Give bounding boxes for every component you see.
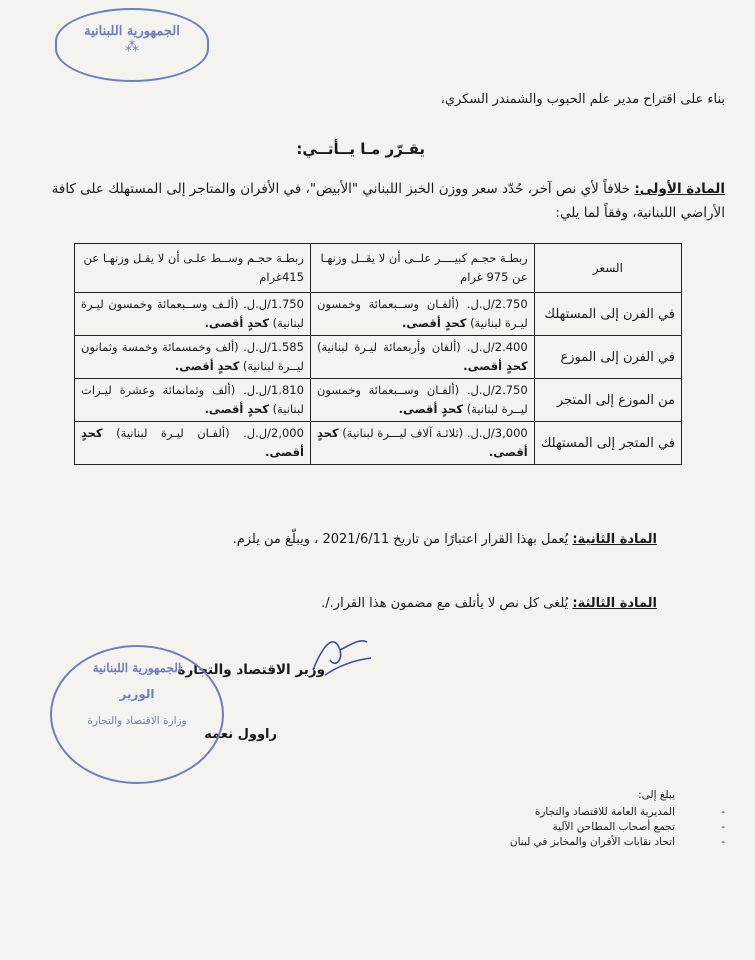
row-label: من الموزع إلى المتجر bbox=[534, 379, 681, 422]
bullet-icon: - bbox=[721, 821, 725, 833]
max-label: كحدٍ أقصى. bbox=[204, 316, 269, 330]
max-label: كحدٍ أقصى. bbox=[174, 359, 240, 373]
large-price-cell bbox=[310, 379, 534, 422]
minister-title: وزير الاقتصاد والتجارة bbox=[177, 662, 325, 678]
medium-price: 2,000/ل.ل. (ألفـان ليـرة لبنانية) bbox=[116, 426, 304, 440]
list-item-text: تجمع أصحاب المطاحن الآلية bbox=[552, 821, 675, 833]
bullet-icon: - bbox=[721, 806, 725, 818]
intro-line: بناء على اقتراح مدير علم الحبوب والشمندر السكري، bbox=[440, 92, 725, 107]
table-header-medium: ربطـة حجـم وســط علـى أن لا يقـل وزنهـا عن 415غرام bbox=[75, 244, 311, 293]
ministry-seal-top: الجمهورية اللبنانية bbox=[92, 661, 182, 675]
max-label: كحدٍ أقصى. bbox=[398, 402, 464, 416]
minister-name: راوول نعمه bbox=[204, 727, 277, 742]
article-2 bbox=[233, 532, 657, 547]
decision-heading: يقـرّر مـا يــأتــي: bbox=[296, 140, 425, 158]
table-row bbox=[75, 379, 682, 422]
large-price-cell bbox=[310, 422, 534, 465]
article-3-text: يُلغى كل نص لا يأتلف مع مضمون هذا القرار./. bbox=[321, 596, 569, 611]
price-table bbox=[74, 243, 682, 465]
list-item bbox=[510, 805, 725, 820]
bullet-icon: - bbox=[721, 836, 725, 848]
list-item bbox=[510, 820, 725, 835]
list-item-text: المديرية العامة للاقتصاد والتجارة bbox=[534, 806, 675, 818]
max-label: كحدٍ أقصى. bbox=[463, 359, 528, 373]
distribution-list bbox=[509, 788, 725, 850]
list-item-text: اتحاد نقابات الأفران والمخابز في لبنان bbox=[509, 836, 675, 848]
large-price-cell bbox=[310, 293, 534, 336]
ministry-seal bbox=[50, 645, 224, 784]
article-2-label: المادة الثانية: bbox=[572, 532, 657, 547]
seal-top-text: الجمهورية اللبنانية bbox=[84, 24, 180, 39]
article-1-label: المادة الأولى: bbox=[634, 181, 725, 197]
row-label: في الفرن إلى المستهلك bbox=[534, 293, 681, 336]
max-label: كحدٍ أقصى. bbox=[401, 316, 467, 330]
table-row bbox=[75, 293, 682, 336]
medium-price-cell bbox=[75, 336, 311, 379]
large-price: 2.400/ل.ل. (ألفان وأربعمائة ليـرة لبنانية) bbox=[316, 340, 528, 354]
ministry-seal-middle: الوزير bbox=[119, 687, 155, 701]
table-header-row bbox=[75, 244, 682, 293]
large-price-cell bbox=[310, 336, 534, 379]
distribution-heading: يبلغ إلى: bbox=[638, 789, 675, 801]
medium-price-cell bbox=[75, 379, 311, 422]
medium-price-cell bbox=[75, 293, 311, 336]
table-header-price: السعر bbox=[534, 244, 681, 293]
article-1-text: خلافاً لأي نص آخر، حُدّد سعر ووزن الخبز اللبناني "الأبيض"، في الأفران والمتاجر إلى المستهلك على كافة الأراضي اللبنانية، وفقاً لما يلي: bbox=[51, 181, 725, 221]
article-1 bbox=[48, 177, 725, 225]
table-row bbox=[75, 336, 682, 379]
table-row bbox=[75, 422, 682, 465]
large-price: 3,000/ل.ل. (ثلاثـة آلاف ليـــرة لبنانية) bbox=[342, 426, 528, 440]
max-label: كحدٍ أقصى. bbox=[204, 402, 269, 416]
table-header-large: ربطـة حجـم كبيــــر علــى أن لا يقــل وزنهـا عن 975 غرام bbox=[310, 244, 534, 293]
large-price: 2.750/ل.ل. (ألفـان وســبعمائة وخمسون ليـرة لبنانية) bbox=[316, 297, 528, 330]
article-2-text: يُعمل بهذا القرار اعتبارًا من تاريخ 2021/6/11 ، ويبلّغ من يلزم. bbox=[232, 532, 569, 547]
list-item bbox=[509, 835, 725, 850]
max-label: كحدٍ أقصى. bbox=[81, 426, 304, 459]
cedar-icon: ⁂ bbox=[125, 39, 139, 55]
row-label: في الفرن إلى الموزع bbox=[534, 336, 681, 379]
medium-price: 1.750/ل.ل. (ألـف وســبعمائة وخمسون ليـرة لبنانية) bbox=[81, 297, 304, 330]
medium-price: 1.585/ل.ل. (ألف وخمسمائة وخمسة وثمانون ليــرة لبنانية) bbox=[81, 340, 304, 373]
row-label: في المتجر إلى المستهلك bbox=[534, 422, 681, 465]
large-price: 2.750/ل.ل. (ألفـان وســبعمائة وخمسون ليــرة لبنانية) bbox=[316, 383, 528, 416]
official-seal-top bbox=[55, 8, 209, 82]
ministry-seal-bottom: وزارة الاقتصاد والتجارة bbox=[87, 715, 187, 727]
distribution-items bbox=[509, 805, 725, 850]
article-3 bbox=[321, 596, 657, 611]
medium-price-cell bbox=[75, 422, 311, 465]
article-3-label: المادة الثالثة: bbox=[572, 596, 657, 611]
max-label: كحدٍ أقصى. bbox=[316, 426, 528, 459]
medium-price: 1.810/ل.ل. (ألف وثمانمائة وعشرة ليـرات لبنانية) bbox=[81, 383, 304, 416]
